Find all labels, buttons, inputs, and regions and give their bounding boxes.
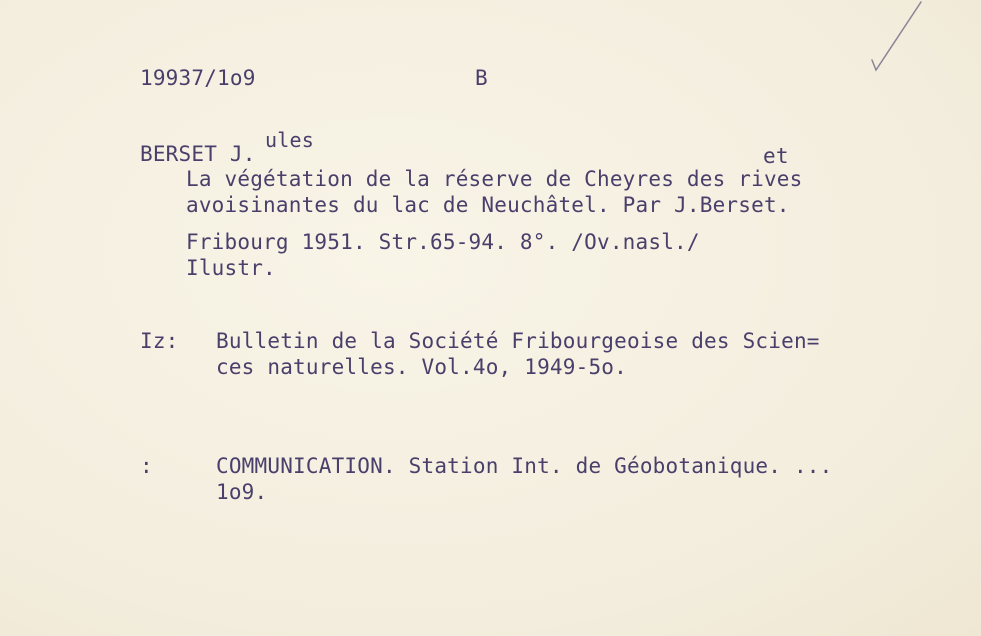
- section-letter: B: [475, 66, 488, 90]
- source-label: Iz:: [140, 329, 179, 353]
- title-line-2: avoisinantes du lac de Neuchâtel. Par J.Berset.: [186, 193, 790, 217]
- call-number: 19937/1o9: [140, 66, 256, 90]
- checkmark-icon: [866, 0, 926, 75]
- series-label: :: [140, 454, 153, 478]
- imprint-line-2: Ilustr.: [186, 256, 276, 280]
- title-insert: et: [763, 144, 789, 168]
- title-line-1: La végétation de la réserve de Cheyres des rives: [186, 167, 803, 191]
- series-line-2: 1o9.: [216, 480, 268, 504]
- source-line-1: Bulletin de la Société Fribourgeoise des Scien=: [216, 329, 820, 353]
- series-line-1: COMMUNICATION. Station Int. de Géobotanique. ...: [216, 454, 833, 478]
- imprint-line-1: Fribourg 1951. Str.65-94. 8°. /Ov.nasl./: [186, 230, 700, 254]
- source-line-2: ces naturelles. Vol.4o, 1949-5o.: [216, 355, 627, 379]
- author-given-name-insert: ules: [265, 128, 314, 152]
- author-surname: BERSET J.: [140, 142, 256, 166]
